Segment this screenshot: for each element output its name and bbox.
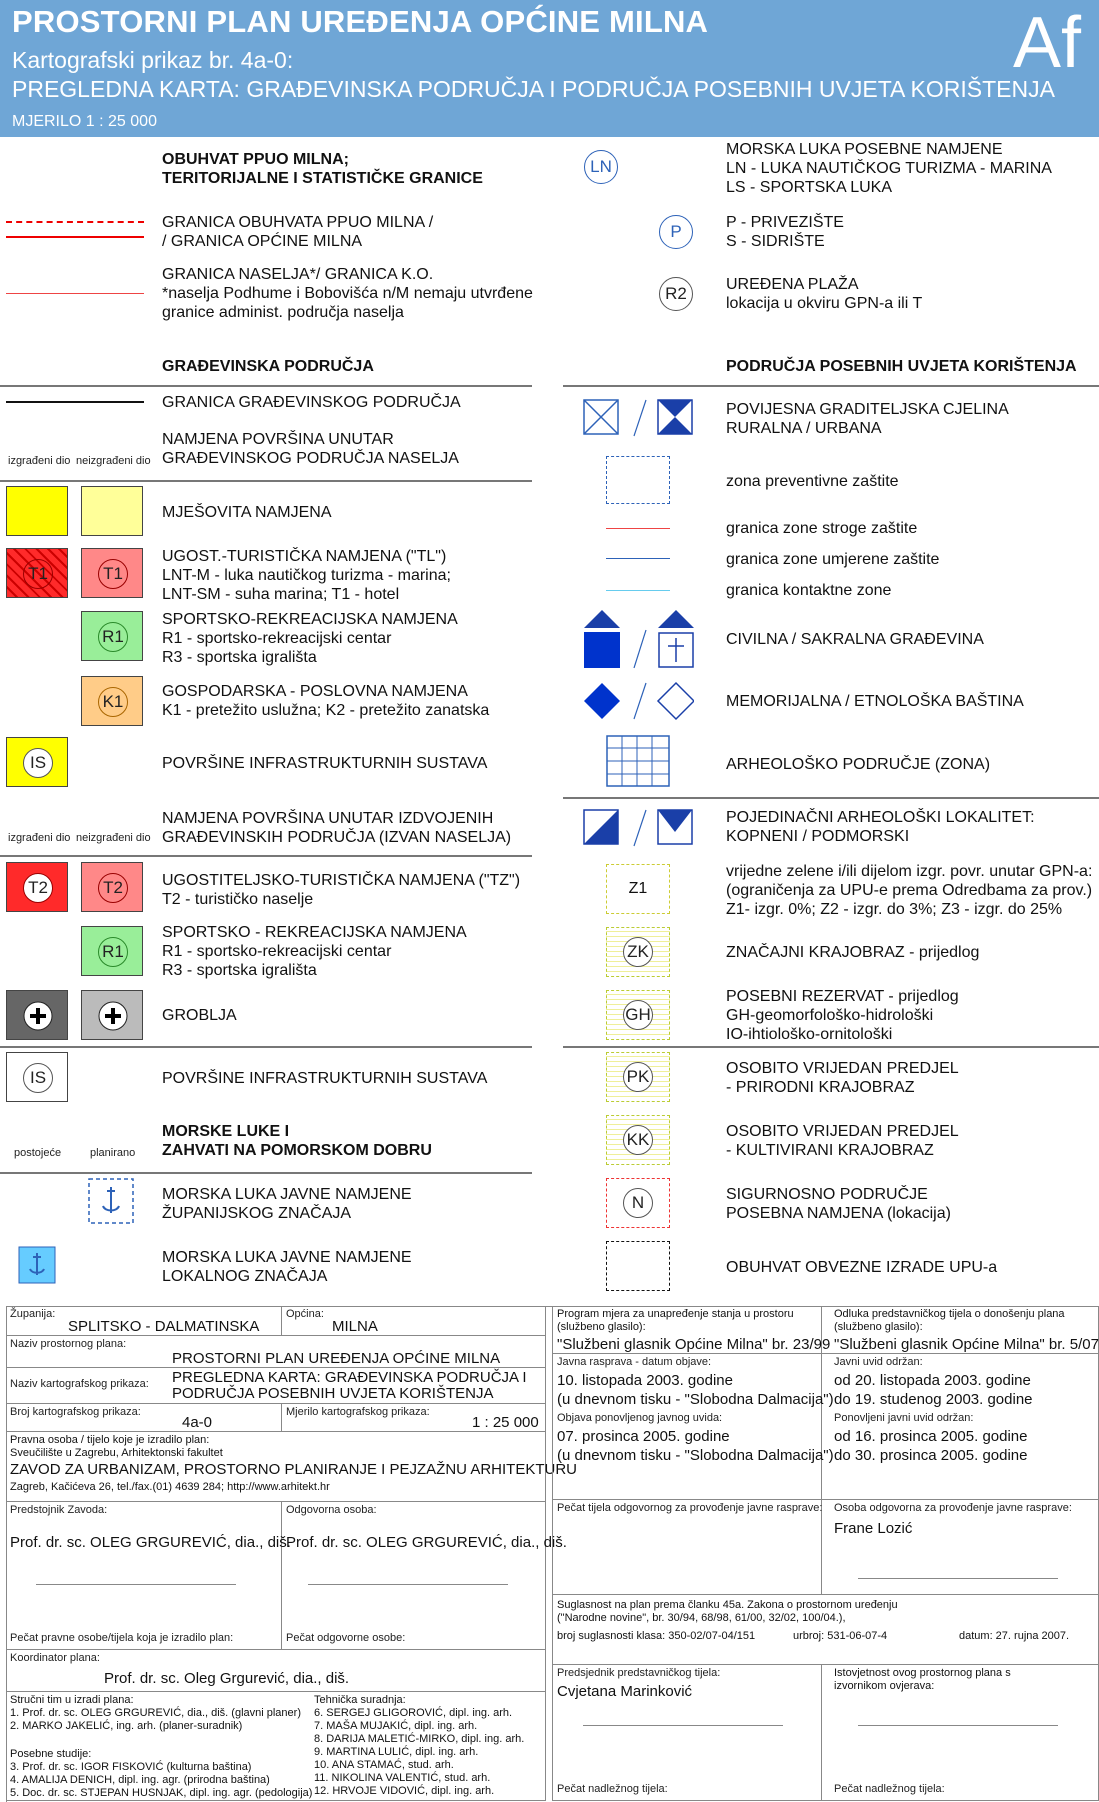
n-swatch (606, 1178, 670, 1228)
tourism-label-c: LNT-SM - suha marina; T1 - hotel (162, 586, 400, 603)
inside-label-b: GRAĐEVINSKOG PODRUČJA NASELJA (162, 450, 459, 467)
reserve-label-a: POSEBNI REZERVAT - prijedlog (726, 988, 959, 1005)
port2-label-b: LOKALNOG ZNAČAJA (162, 1268, 328, 1285)
economic-unbuilt-swatch (81, 676, 143, 726)
president-key: Predsjednik predstavničkog tijela: (557, 1667, 721, 1679)
gh-code: GH (623, 1000, 653, 1030)
infra-label: POVRŠINE INFRASTRUKTURNIH SUSTAVA (162, 755, 488, 772)
tz-label-a: UGOSTITELJSKO-TURISTIČKA NAMJENA ("TZ") (162, 872, 521, 889)
anchor-icon (18, 1246, 56, 1284)
t1-code: T1 (98, 559, 128, 589)
cemetery-unbuilt-swatch (81, 990, 143, 1040)
r1-code: R1 (98, 622, 128, 652)
preventive-zone-box (606, 456, 670, 504)
special-conditions-title: PODRUČJA POSEBNIH UVJETA KORIŠTENJA (726, 358, 1077, 375)
consent-class: broj suglasnosti klasa: 350-02/07-04/151 (557, 1630, 756, 1642)
map-number-key: Broj kartografskog prikaza: (10, 1406, 141, 1418)
pk-swatch (606, 1052, 670, 1102)
decision-key: Odluka predstavničkog tijela o donošenju plana (službeno glasilo): (834, 1308, 1065, 1333)
repeat-value-1: 07. prosinca 2005. godine (557, 1428, 730, 1445)
cemetery-built-swatch (6, 990, 68, 1040)
tech-member: 9. MARTINA LULIĆ, dipl. ing. arh. (314, 1746, 479, 1758)
inspection-key: Javni uvid održan: (834, 1356, 923, 1368)
infra2-label: POVRŠINE INFRASTRUKTURNIH SUSTAVA (162, 1070, 488, 1087)
gh-swatch (606, 990, 670, 1040)
municipality-value: MILNA (332, 1318, 378, 1335)
strict-zone-line (606, 528, 670, 529)
building-border-label: GRANICA GRAĐEVINSKOG PODRUČJA (162, 394, 461, 411)
mixed-unbuilt-swatch (81, 486, 143, 536)
plan-name-key: Naziv prostornog plana: (10, 1338, 127, 1350)
border1-label-a: GRANICA OBUHVATA PPUO MILNA / (162, 214, 434, 231)
settlement-border-line (6, 293, 144, 294)
memorial-heritage-icon (582, 681, 694, 721)
historic-label-b: RURALNA / URBANA (726, 420, 882, 437)
seal2-key: Pečat odgovorne osobe: (286, 1632, 406, 1644)
t2-code: T2 (98, 873, 128, 903)
map-scale-key: Mjerilo kartografskog prikaza: (286, 1406, 430, 1418)
map-scale-cell (282, 1404, 546, 1432)
bounds-title-1: OBUHVAT PPUO MILNA; (162, 151, 349, 168)
tech-member: 10. ANA STAMAĆ, stud. arh. (314, 1759, 454, 1771)
county-cell (6, 1306, 282, 1336)
berth-label-a: P - PRIVEZIŠTE (726, 214, 844, 231)
zk-code: ZK (623, 937, 653, 967)
existing-label: postojeće (14, 1147, 62, 1159)
historic-label-a: POVIJESNA GRADITELJSKA CJELINA (726, 401, 1009, 418)
sport2-label-a: SPORTSKO - REKREACIJSKA NAMJENA (162, 924, 467, 941)
team-cell (6, 1692, 546, 1801)
archaeological-site-label-b: KOPNENI / PODMORSKI (726, 828, 910, 845)
program-key: Program mjera za unapređenje stanja u prostoru (službeno glasilo): (557, 1308, 794, 1333)
outside-label-a: NAMJENA POVRŠINA UNUTAR IZDVOJENIH (162, 810, 494, 827)
tech-member: 8. DARIJA MALETIĆ-MIRKO, dipl. ing. arh. (314, 1733, 525, 1745)
zk-swatch (606, 927, 670, 977)
divider (0, 855, 532, 857)
berth-label-b: S - SIDRIŠTE (726, 233, 825, 250)
ports-title-a: MORSKE LUKE I (162, 1123, 290, 1140)
border2-label-c: granice administ. područja naselja (162, 304, 404, 321)
seal-competent-key: Pečat nadležnog tijela: (834, 1783, 945, 1795)
inspection-cell (822, 1354, 1099, 1500)
planned-label: planirano (90, 1147, 136, 1159)
municipality-border-line (6, 221, 144, 223)
bounds-title-2: TERITORIJALNE I STATISTIČKE GRANICE (162, 170, 483, 187)
green-label-b: (ograničenja za UPU-e prema Odredbama za prov.) (726, 882, 1093, 899)
archaeological-zone-label: ARHEOLOŠKO PODRUČJE (ZONA) (726, 756, 991, 773)
tech-member: 11. NIKOLINA VALENTIĆ, stud. arh. (314, 1772, 491, 1784)
ports-title-b: ZAHVATI NA POMORSKOM DOBRU (162, 1142, 432, 1159)
team-member: 4. AMALIJA DENICH, dipl. ing. agr. (prirodna baština) (10, 1774, 270, 1786)
consent-cell (552, 1595, 1099, 1665)
team-member: 1. Prof. dr. sc. OLEG GRGUREVIĆ, dia., diš. (glavni planer) (10, 1707, 301, 1719)
sport2-label-b: R1 - sportsko-rekreacijski centar (162, 943, 392, 960)
archaeological-zone-icon (606, 735, 670, 787)
pk-label-b: - PRIRODNI KRAJOBRAZ (726, 1079, 915, 1096)
responsible-cell (282, 1502, 567, 1650)
legal-entity-cell (6, 1432, 578, 1502)
special-port-label-a: MORSKA LUKA POSEBNE NAMJENE (726, 141, 1003, 158)
unbuilt-label: neizgrađeni dio (76, 455, 151, 467)
special-studies-key: Posebne studije: (10, 1748, 92, 1760)
p-code: P (659, 215, 693, 249)
pk-code: PK (623, 1062, 653, 1092)
map-number: Kartografski prikaz br. 4a-0: (12, 47, 294, 73)
coordinator-key: Koordinator plana: (10, 1652, 100, 1664)
legal-entity-key: Pravna osoba / tijelo koje je izradilo plan: (10, 1434, 210, 1446)
border2-label-a: GRANICA NASELJA*/ GRANICA K.O. (162, 266, 434, 283)
economic-label-a: GOSPODARSKA - POSLOVNA NAMJENA (162, 683, 468, 700)
divider (0, 385, 532, 387)
program-value: "Službeni glasnik Općine Milna" br. 23/99 (557, 1336, 831, 1353)
is-code: IS (23, 748, 53, 778)
beach-label-a: UREĐENA PLAŽA (726, 276, 859, 293)
preventive-zone-label: zona preventivne zaštite (726, 473, 899, 490)
plan-title: PROSTORNI PLAN UREĐENJA OPĆINE MILNA (12, 4, 709, 39)
tz-unbuilt-swatch (81, 862, 143, 912)
coordinator-value: Prof. dr. sc. Oleg Grgurević, dia., diš. (104, 1670, 350, 1687)
kk-swatch (606, 1115, 670, 1165)
municipality-border-line-2 (6, 236, 144, 238)
building-areas-title: GRAĐEVINSKA PODRUČJA (162, 358, 374, 375)
pk-label-a: OSOBITO VRIJEDAN PREDJEL (726, 1060, 959, 1077)
legal-entity-line-2: ZAVOD ZA URBANIZAM, PROSTORNO PLANIRANJE I PEJZAŽNU ARHITEKTURU (10, 1461, 578, 1478)
divider (0, 1046, 532, 1048)
legal-entity-line-3: Zagreb, Kačićeva 26, tel./fax.(01) 4639 284; http://www.arhitekt.hr (10, 1481, 330, 1493)
program-cell (552, 1306, 831, 1354)
contact-zone-line (606, 590, 670, 591)
anchor-icon (88, 1178, 134, 1224)
mixed-built-swatch (6, 486, 68, 536)
head-key: Predstojnik Zavoda: (10, 1504, 108, 1516)
tech-member: 12. HRVOJE VIDOVIĆ, dipl. ing. arh. (314, 1785, 495, 1797)
civil-sacral-building-icon (582, 608, 694, 670)
map-name-cell (6, 1368, 546, 1404)
contact-zone-label: granica kontaktne zone (726, 582, 892, 599)
tourism-label-a: UGOST.-TURISTIČKA NAMJENA ("TL") (162, 548, 447, 565)
z1-code: Z1 (606, 864, 670, 914)
civil-sacral-label: CIVILNA / SAKRALNA GRAĐEVINA (726, 631, 984, 648)
authenticity-key: Istovjetnost ovog prostornog plana s izvornikom ovjerava: (834, 1667, 1011, 1692)
r2-code: R2 (659, 277, 693, 311)
k1-code: K1 (98, 687, 128, 717)
reserve-label-c: IO-ihtiološko-ornitološki (726, 1026, 893, 1043)
head-value: Prof. dr. sc. OLEG GRGUREVIĆ, dia., diš. (10, 1534, 291, 1551)
special-port-label-b: LN - LUKA NAUTIČKOG TURIZMA - MARINA (726, 160, 1052, 177)
historic-ensemble-icon (582, 398, 694, 438)
outside-label-b: GRAĐEVINSKIH PODRUČJA (IZVAN NASELJA) (162, 829, 512, 846)
divider (0, 480, 532, 482)
municipality-key: Općina: (286, 1308, 324, 1320)
signature-line (858, 1725, 1058, 1726)
president-cell (552, 1665, 822, 1801)
responsible-public-cell (822, 1500, 1099, 1595)
consent-date: datum: 27. rujna 2007. (959, 1630, 1070, 1642)
seal-competent-key: Pečat nadležnog tijela: (557, 1783, 668, 1795)
port1-label-a: MORSKA LUKA JAVNE NAMJENE (162, 1186, 412, 1203)
cemetery-cross-icon (98, 1001, 128, 1031)
map-number-value: 4a-0 (182, 1414, 213, 1431)
upu-box (606, 1241, 670, 1291)
strict-zone-label: granica zone stroge zaštite (726, 520, 918, 537)
faculty-logo: Af (1012, 3, 1081, 83)
map-name-value-2: PODRUČJA POSEBNIH UVJETA KORIŠTENJA (172, 1385, 494, 1402)
decision-cell (822, 1306, 1099, 1354)
plan-name-cell (6, 1336, 546, 1368)
signature-line (308, 1584, 508, 1585)
team-member: 3. Prof. dr. sc. IGOR FISKOVIĆ (kulturna baština) (10, 1761, 252, 1773)
head-cell (6, 1502, 291, 1650)
coordinator-cell (6, 1650, 546, 1692)
tz-built-swatch (6, 862, 68, 912)
security-label-a: SIGURNOSNO PODRUČJE (726, 1186, 928, 1203)
r1-code: R1 (98, 937, 128, 967)
special-port-label-c: LS - SPORTSKA LUKA (726, 179, 892, 196)
municipality-cell (282, 1306, 546, 1336)
infra-swatch (6, 737, 68, 787)
kk-label-a: OSOBITO VRIJEDAN PREDJEL (726, 1123, 959, 1140)
cemetery-label: GROBLJA (162, 1007, 237, 1024)
border2-label-b: *naselja Podhume i Bobovišća n/M nemaju utvrđene (162, 285, 533, 302)
consent-line-1: Suglasnost na plan prema članku 45a. Zakona o prostornom uređenju (557, 1599, 898, 1611)
tech-member: 7. MAŠA MUJAKIĆ, dipl. ing. arh. (314, 1720, 478, 1732)
team-member: 5. Doc. dr. sc. STJEPAN HUSNJAK, dipl. ing. agr. (pedologija) (10, 1787, 313, 1799)
public-hearing-value-2: (u dnevnom tisku - "Slobodna Dalmacija") (557, 1391, 834, 1408)
economic-label-b: K1 - pretežito uslužna; K2 - pretežito zanatska (162, 702, 490, 719)
county-key: Županija: (10, 1308, 56, 1320)
responsible-key: Odgovorna osoba: (286, 1504, 377, 1516)
upu-label: OBUHVAT OBVEZNE IZRADE UPU-a (726, 1259, 998, 1276)
signature-line (583, 1725, 783, 1726)
reserve-label-b: GH-geomorfološko-hidrološki (726, 1007, 934, 1024)
sport-label-a: SPORTSKO-REKREACIJSKA NAMJENA (162, 611, 458, 628)
map-name-value-1: PREGLEDNA KARTA: GRAĐEVINSKA PODRUČJA I (172, 1369, 527, 1386)
port2-label-a: MORSKA LUKA JAVNE NAMJENE (162, 1249, 412, 1266)
seal-public-key: Pečat tijela odgovornog za provođenje javne rasprave: (557, 1502, 823, 1514)
tz-label-b: T2 - turističko naselje (162, 891, 314, 908)
public-hearing-key: Javna rasprava - datum objave: (557, 1356, 712, 1368)
president-value: Cvjetana Marinković (557, 1683, 693, 1700)
tech-member: 6. SERGEJ GLIGOROVIĆ, dipl. ing. arh. (314, 1707, 513, 1719)
tourism-built-swatch (6, 548, 68, 598)
security-label-b: POSEBNA NAMJENA (lokacija) (726, 1205, 951, 1222)
building-border-line (6, 401, 144, 403)
t1-code: T1 (23, 559, 53, 589)
map-title: PREGLEDNA KARTA: GRAĐEVINSKA PODRUČJA I PODRUČJA POSEBNIH UVJETA KORIŠTENJA (12, 76, 1055, 102)
map-name-key: Naziv kartografskog prikaza: (10, 1378, 149, 1390)
legal-entity-line-1: Sveučilište u Zagrebu, Arhitektonski fakultet (10, 1447, 223, 1459)
repeat-value-2: (u dnevnom tisku - "Slobodna Dalmacija") (557, 1447, 834, 1464)
map-scale-value: 1 : 25 000 (472, 1414, 539, 1431)
responsible-public-value: Frane Lozić (834, 1520, 913, 1537)
consent-urbroj: urbroj: 531-06-07-4 (793, 1630, 888, 1642)
seal-public-cell (552, 1500, 822, 1595)
responsible-public-key: Osoba odgovorna za provođenje javne rasprave: (834, 1502, 1072, 1514)
cemetery-cross-icon (23, 1001, 53, 1031)
responsible-value: Prof. dr. sc. OLEG GRGUREVIĆ, dia., diš. (286, 1534, 567, 1551)
archaeological-site-icon (582, 808, 694, 848)
kk-label-b: - KULTIVIRANI KRAJOBRAZ (726, 1142, 934, 1159)
moderate-zone-label: granica zone umjerene zaštite (726, 551, 940, 568)
unbuilt-label: neizgrađeni dio (76, 832, 151, 844)
memorial-label: MEMORIJALNA / ETNOLOŠKA BAŠTINA (726, 693, 1024, 710)
seal1-key: Pečat pravne osobe/tijela koja je izradilo plan: (10, 1632, 234, 1644)
county-value: SPLITSKO - DALMATINSKA (68, 1318, 260, 1335)
kk-code: KK (623, 1125, 653, 1155)
sport-unbuilt-swatch (81, 611, 143, 661)
repeat2-key: Ponovljeni javni uvid održan: (834, 1412, 974, 1424)
repeat2-value-1: od 16. prosinca 2005. godine (834, 1428, 1028, 1445)
green-label-a: vrijedne zelene i/ili dijelom izgr. povr. unutar GPN-a: (726, 863, 1093, 880)
team-member: 2. MARKO JAKELIĆ, ing. arh. (planer-suradnik) (10, 1720, 243, 1732)
plan-name-value: PROSTORNI PLAN UREĐENJA OPĆINE MILNA (172, 1350, 501, 1367)
signature-line (858, 1578, 1058, 1579)
team-key: Stručni tim u izradi plana: (10, 1694, 134, 1706)
built-label: izgrađeni dio (8, 455, 71, 467)
tech-key: Tehnička suradnja: (314, 1694, 406, 1706)
divider (563, 385, 1099, 387)
public-hearing-cell (552, 1354, 834, 1500)
sport-label-b: R1 - sportsko-rekreacijski centar (162, 630, 392, 647)
green-label-c: Z1- izgr. 0%; Z2 - izgr. do 3%; Z3 - izgr. do 25% (726, 901, 1063, 918)
divider (0, 1172, 532, 1174)
t2-code: T2 (23, 873, 53, 903)
map-number-cell (6, 1404, 282, 1432)
n-code: N (623, 1188, 653, 1218)
public-hearing-value-1: 10. listopada 2003. godine (557, 1372, 733, 1389)
header-banner (0, 0, 1099, 137)
port1-label-b: ŽUPANIJSKOG ZNAČAJA (162, 1205, 352, 1222)
signature-line (36, 1584, 236, 1585)
border1-label-b: / GRANICA OPĆINE MILNA (162, 233, 363, 250)
consent-line-2: ("Narodne novine", br. 30/94, 68/98, 61/00, 32/02, 100/04.), (557, 1612, 846, 1624)
inside-label-a: NAMJENA POVRŠINA UNUTAR (162, 431, 394, 448)
zk-label: ZNAČAJNI KRAJOBRAZ - prijedlog (726, 944, 980, 961)
divider (563, 797, 1099, 799)
mixed-label: MJEŠOVITA NAMJENA (162, 504, 332, 521)
moderate-zone-line (606, 558, 670, 559)
infra2-swatch (6, 1052, 68, 1102)
built-label: izgrađeni dio (8, 832, 71, 844)
inspection-value-1: od 20. listopada 2003. godine (834, 1372, 1031, 1389)
tourism-unbuilt-swatch (81, 548, 143, 598)
is-code: IS (23, 1063, 53, 1093)
archaeological-site-label-a: POJEDINAČNI ARHEOLOŠKI LOKALITET: (726, 809, 1035, 826)
sport-label-c: R3 - sportska igrališta (162, 649, 317, 666)
repeat2-value-2: do 30. prosinca 2005. godine (834, 1447, 1028, 1464)
inspection-value-2: do 19. studenog 2003. godine (834, 1391, 1033, 1408)
decision-value: "Službeni glasnik Općine Milna" br. 5/07 (834, 1336, 1099, 1353)
ln-code: LN (584, 150, 618, 184)
sport2-unbuilt-swatch (81, 926, 143, 976)
map-scale: MJERILO 1 : 25 000 (12, 113, 157, 130)
beach-label-b: lokacija u okviru GPN-a ili T (726, 295, 923, 312)
repeat-key: Objava ponovljenog javnog uvida: (557, 1412, 723, 1424)
tourism-label-b: LNT-M - luka nautičkog turizma - marina; (162, 567, 451, 584)
divider (563, 1046, 1099, 1048)
sport2-label-c: R3 - sportska igrališta (162, 962, 317, 979)
authenticity-cell (822, 1665, 1099, 1801)
